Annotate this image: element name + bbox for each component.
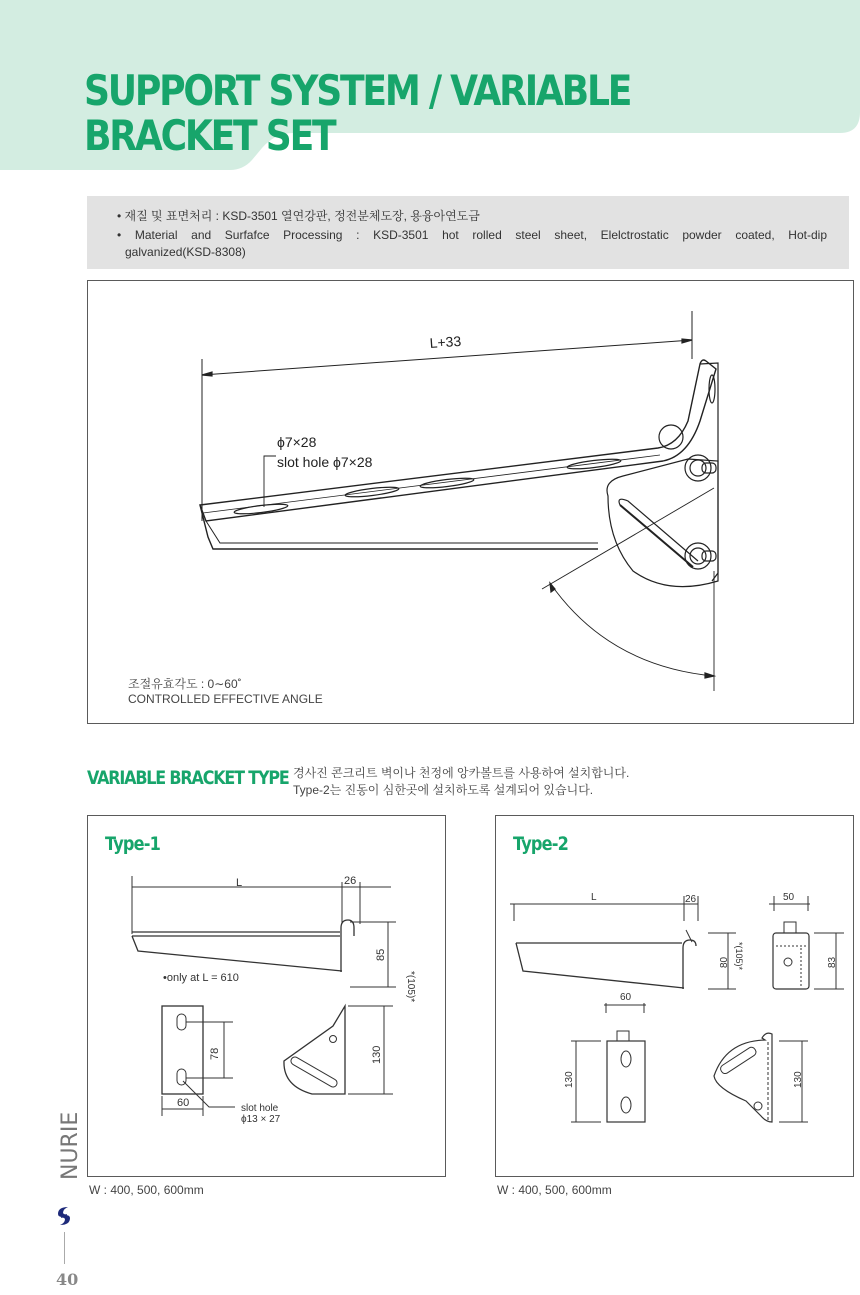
dim-hook: 26: [685, 894, 697, 905]
type-2-illustration: [496, 816, 853, 1176]
dim-note: •only at L = 610: [163, 972, 239, 984]
section-description: [293, 765, 629, 799]
nurie-logo-icon: [54, 1205, 74, 1227]
dim-L: L: [236, 877, 243, 889]
slot-label-1: ϕ7×28: [277, 434, 317, 450]
brand-name: NURIE: [58, 1111, 83, 1180]
type-2-label: Type-2: [513, 833, 568, 855]
type-1-illustration: [88, 816, 445, 1176]
slot-size: ϕ13 × 27: [241, 1114, 281, 1125]
type-1-drawing: [87, 815, 446, 1177]
spec-english: • Material and Surfafce Processing : KSD-3501 hot rolled steel sheet, Elelctrostatic powder coated, Hot-dip: [117, 228, 827, 242]
dim-plate-gap: 78: [209, 1047, 221, 1060]
dim-length-label: L+33: [429, 332, 462, 351]
page-number: 40: [56, 1270, 79, 1289]
dim-end-width: 50: [783, 892, 795, 903]
dim-plate-width: 60: [620, 992, 632, 1003]
material-spec-box: [87, 196, 849, 269]
section-desc-line-1: 경사진 콘크리트 벽이나 천정에 앙카볼트를 사용하여 설치합니다.: [293, 766, 630, 780]
dim-height-alt: *(105)*: [734, 942, 744, 971]
type-1-label: Type-1: [105, 833, 160, 855]
dim-height: 85: [375, 948, 387, 961]
section-title: VARIABLE BRACKET TYPE: [87, 767, 289, 789]
brand-divider: [64, 1232, 65, 1264]
type-2-drawing: [495, 815, 854, 1177]
dim-bracket-height: 130: [371, 1045, 383, 1064]
dim-L: L: [591, 892, 597, 903]
angle-note-korean: 조절유효각도 : 0∼60˚: [128, 677, 242, 691]
spec-korean: • 재질 및 표면처리 : KSD-3501 열연강판, 정전분체도장, 용융아연도금: [117, 209, 480, 223]
main-bracket-drawing: [87, 280, 854, 724]
title-line-2: BRACKET SET: [84, 111, 335, 160]
dim-height-alt: *(105)*: [405, 971, 416, 1003]
dim-hook: 26: [344, 875, 357, 887]
spec-english-cont: galvanized(KSD-8308): [125, 245, 246, 259]
type-1-width-note: W : 400, 500, 600mm: [89, 1183, 204, 1197]
title-line-1: SUPPORT SYSTEM / VARIABLE: [84, 66, 631, 115]
section-desc-line-2: Type-2는 진동이 심한곳에 설치하도록 설계되어 있습니다.: [293, 783, 594, 797]
bracket-illustration: [88, 281, 853, 723]
dim-plate-height: 130: [564, 1071, 575, 1088]
angle-note-english: CONTROLLED EFFECTIVE ANGLE: [128, 692, 323, 706]
slot-label-2: slot hole ϕ7×28: [277, 454, 373, 470]
page-title: [84, 68, 630, 158]
dim-end-height: 83: [827, 956, 838, 968]
dim-height: 80: [719, 956, 730, 968]
type-2-width-note: W : 400, 500, 600mm: [497, 1183, 612, 1197]
slot-label: slot hole: [241, 1103, 279, 1114]
dim-plate-width: 60: [177, 1097, 190, 1109]
dim-bracket-height: 130: [793, 1071, 804, 1088]
